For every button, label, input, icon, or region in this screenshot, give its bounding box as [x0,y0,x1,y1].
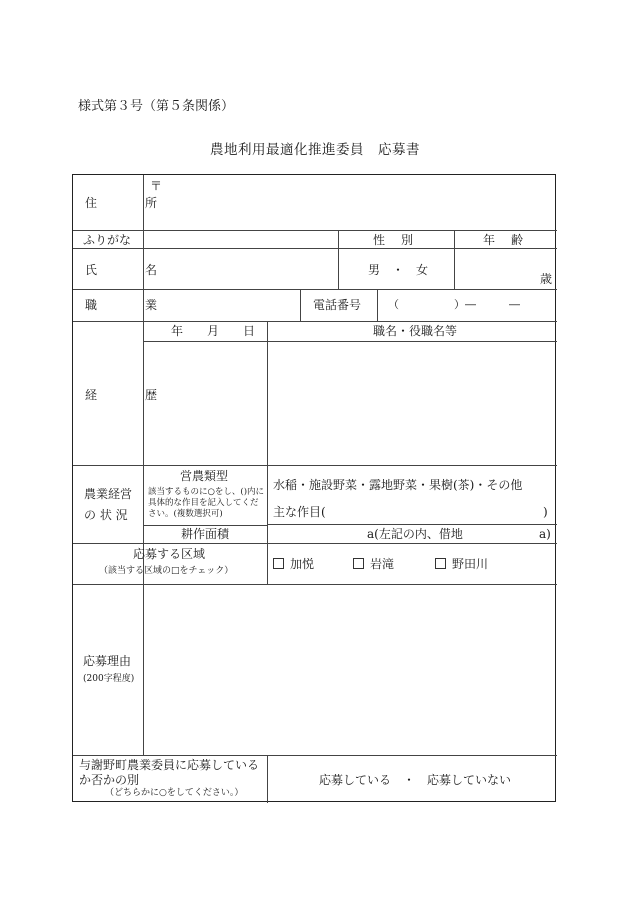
district-option-nodagawa[interactable]: 野田川 [435,558,488,570]
address-label: 住 所 [85,196,176,210]
checkbox-icon[interactable] [273,558,284,569]
committee-answer-options[interactable]: 応募している ・ 応募していない [319,773,512,787]
farm-label-line2: の 状 況 [84,508,128,522]
name-label: 氏 名 [85,263,176,277]
main-crop-label: 主な作目( [273,505,326,519]
career-date-header: 年 月 日 [171,324,256,338]
furigana-label: ふりがな [83,233,132,247]
farm-crop-options[interactable]: 水稲・施設野菜・露地野菜・果樹(茶)・その他 [273,478,523,492]
page-title: 農地利用最適化推進委員 応募書 [210,142,420,158]
reason-note: (200字程度) [83,674,135,684]
farm-type-note: 該当するものに○をし、()内に具体的な作目を記入してください。(複数選択可) [148,487,265,519]
main-crop-field[interactable] [335,501,535,521]
form-number: 様式第３号（第５条関係） [78,99,235,114]
application-form [72,174,556,802]
address-field[interactable] [163,179,553,227]
career-positions-field[interactable] [269,343,555,464]
district-label: 応募する区域 [133,547,206,561]
career-position-header: 職名・役職名等 [373,324,458,338]
reason-label: 応募理由 [83,654,132,668]
farm-area-unit: a) [539,527,551,541]
name-field[interactable] [145,250,337,288]
committee-question-line2: か否かの別 [79,773,140,787]
career-label: 経 歴 [85,388,176,402]
farm-area-label: 耕作面積 [181,527,230,541]
main-crop-close: ) [543,505,548,519]
checkbox-icon[interactable] [435,558,446,569]
checkbox-icon[interactable] [353,558,364,569]
committee-note: （どちらかに○をしてください。） [105,788,244,798]
furigana-field[interactable] [145,231,337,247]
district-option-iwataki[interactable]: 岩滝 [353,558,394,570]
district-note: （該当する区域の□をチェック） [99,566,234,576]
farm-label-line1: 農業経営 [84,487,133,501]
occupation-label: 職 業 [85,298,176,312]
postal-mark: 〒 [150,179,163,193]
gender-label: 性 別 [373,233,416,247]
phone-field[interactable]: （ ）― ― [388,298,520,311]
gender-options[interactable]: 男 ・ 女 [368,263,429,277]
occupation-field[interactable] [145,291,299,320]
age-unit: 歳 [540,272,553,286]
phone-label: 電話番号 [313,298,362,312]
age-label: 年 齢 [483,233,526,247]
reason-field[interactable] [145,586,555,754]
farm-area-field[interactable]: a(左記の内、借地 [367,527,463,541]
career-dates-field[interactable] [145,343,266,464]
district-option-kaya[interactable]: 加悦 [273,558,314,570]
farm-type-label: 営農類型 [180,469,229,483]
committee-question-line1: 与謝野町農業委員に応募している [79,758,260,772]
